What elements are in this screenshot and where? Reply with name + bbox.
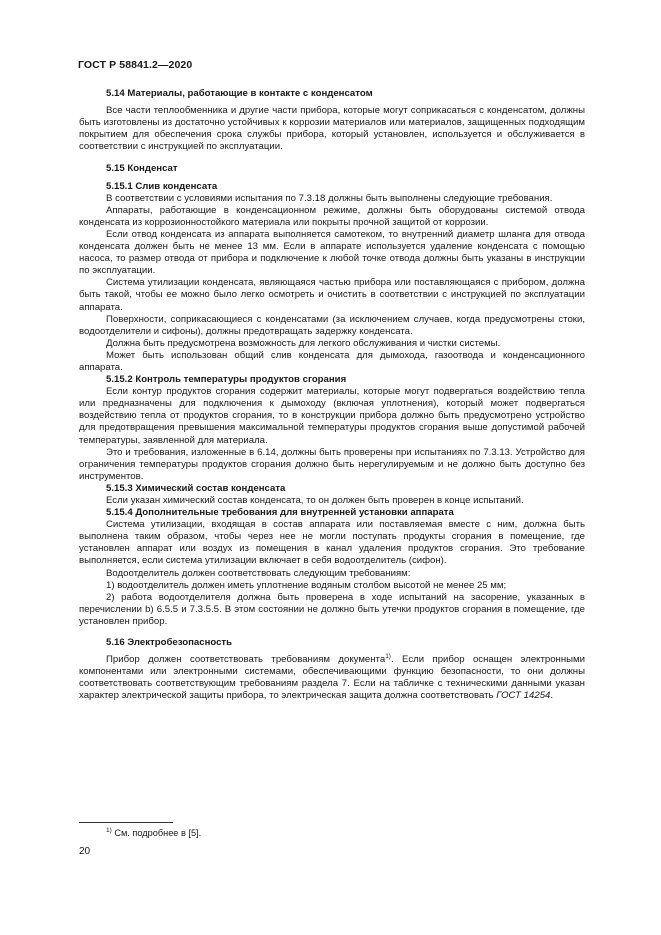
paragraph: Если контур продуктов сгорания содержит материалы, которые могут подвергаться воздействию тепла или предназначены для подключения к дымоходу (включая уплотнения), который может подвергаться воздействию тепла от продуктов сгорания, то в конструкции прибора должно быть предусмотрено устройство для предотвращения превышения максимальной температуры продуктов сгорания выше допустимой рабочей температуры, заявленной для материала. bbox=[79, 386, 585, 446]
paragraph: Поверхности, соприкасающиеся с конденсатами (за исключением случаев, когда предусмотрены стоки, водоотделители и сифоны), должны предотвращать задержку конденсата. bbox=[79, 313, 585, 337]
subsection-heading-5-15-2: 5.15.2 Контроль температуры продуктов сгорания bbox=[106, 374, 347, 386]
paragraph: Аппараты, работающие в конденсационном режиме, должны быть оборудованы системой отвода конденсата из коррозионностойкого материала или покрыты прочной защитой от коррозии. bbox=[79, 204, 585, 228]
section-heading-5-15: 5.15 Конденсат bbox=[106, 163, 178, 175]
paragraph: Водоотделитель должен соответствовать следующим требованиям: bbox=[106, 567, 411, 579]
paragraph-text: Прибор должен соответствовать требованиям документа bbox=[106, 654, 386, 666]
subsection-heading-5-15-4: 5.15.4 Дополнительные требования для внутренней установки аппарата bbox=[106, 507, 454, 519]
paragraph-text: . bbox=[550, 690, 554, 702]
list-item: 2) работа водоотделителя должна быть проверена в ходе испытаний на засорение, указанных в перечислении b) 6.5.5 и 7.3.5.5. В этом состоянии не должно быть утечки продуктов сгорания в помещение, где установлен прибор. bbox=[79, 591, 585, 627]
paragraph: В соответствии с условиями испытания по 7.3.18 должны быть выполнены следующие требования. bbox=[106, 192, 553, 204]
paragraph: Система утилизации конденсата, являющаяся частью прибора или поставляющаяся с прибором, должна быть такой, чтобы ее можно было легко осмотреть и очистить в соответствии с инструкцией по эксплуатации аппарата. bbox=[79, 277, 585, 313]
document-body bbox=[79, 88, 585, 703]
footnote bbox=[106, 828, 201, 838]
paragraph: Система утилизации, входящая в состав аппарата или поставляемая вместе с ним, должна быть выполнена таким образом, чтобы через нее не могли поступать продукты сгорания в помещение, где установлен аппарат или воздух из помещения в канал удаления продуктов сгорания. Это требование выполняется, если система утилизации включает в себя водоотделитель (сифон). bbox=[79, 519, 585, 567]
footnote-text: См. подробнее в [5]. bbox=[111, 828, 202, 838]
document-header: ГОСТ Р 58841.2—2020 bbox=[78, 59, 193, 71]
list-item: 1) водоотделитель должен иметь уплотнение водяным столбом высотой не менее 25 мм; bbox=[106, 579, 507, 591]
section-heading-5-14: 5.14 Материалы, работающие в контакте с конденсатом bbox=[106, 88, 373, 99]
footnote-divider bbox=[79, 822, 173, 823]
section-heading-5-16: 5.16 Электробезопасность bbox=[106, 637, 233, 649]
subsection-heading-5-15-1: 5.15.1 Слив конденсата bbox=[106, 180, 218, 192]
paragraph bbox=[79, 654, 585, 702]
paragraph-text: . Если прибор оснащен электронными компонентами или электронными системами, обеспечивающими функцию безопасности, то они должны соответствовать соответствующим требованиям раздела 7. Если на табличке с техническими данными указан характер электрической защиты прибора, то электрическая защита должна соответствовать bbox=[79, 654, 585, 702]
page-number: 20 bbox=[79, 846, 91, 857]
paragraph: Должна быть предусмотрена возможность для легкого обслуживания и чистки системы. bbox=[106, 337, 501, 349]
footnote-reference: 1) bbox=[385, 653, 391, 661]
subsection-heading-5-15-3: 5.15.3 Химический состав конденсата bbox=[106, 482, 286, 494]
paragraph: Если отвод конденсата из аппарата выполняется самотеком, то внутренний диаметр шланга для отвода конденсата должен быть не менее 13 мм. Если в аппарате используется удаление конденсата с помощью насоса, то размер отвода от прибора и подключение к любой точке отвода должны быть указаны в инструкции по эксплуатации. bbox=[79, 228, 585, 277]
paragraph: Если указан химический состав конденсата, то он должен быть проверен в конце испытаний. bbox=[106, 495, 524, 506]
paragraph: Это и требования, изложенные в 6.14, должны быть проверены при испытаниях по 7.3.13. Устройство для ограничения температуры продуктов сгорания должно быть нерегулируемым и не должно быть доступно без инструментов. bbox=[79, 446, 585, 482]
paragraph: Может быть использован общий слив конденсата для дымохода, газоотвода и конденсационного аппарата. bbox=[79, 349, 585, 373]
paragraph: Все части теплообменника и другие части прибора, которые могут соприкасаться с конденсатом, должны быть изготовлены из достаточно устойчивых к коррозии материалов или материалов, защищенных подходящим покрытием для обеспечения срока службы прибора, который установлен, используется и обслуживается в соответствии с инструкцией по эксплуатации. bbox=[79, 105, 585, 153]
standard-reference: ГОСТ 14254 bbox=[496, 690, 551, 702]
footnote-mark: 1) bbox=[106, 827, 112, 834]
